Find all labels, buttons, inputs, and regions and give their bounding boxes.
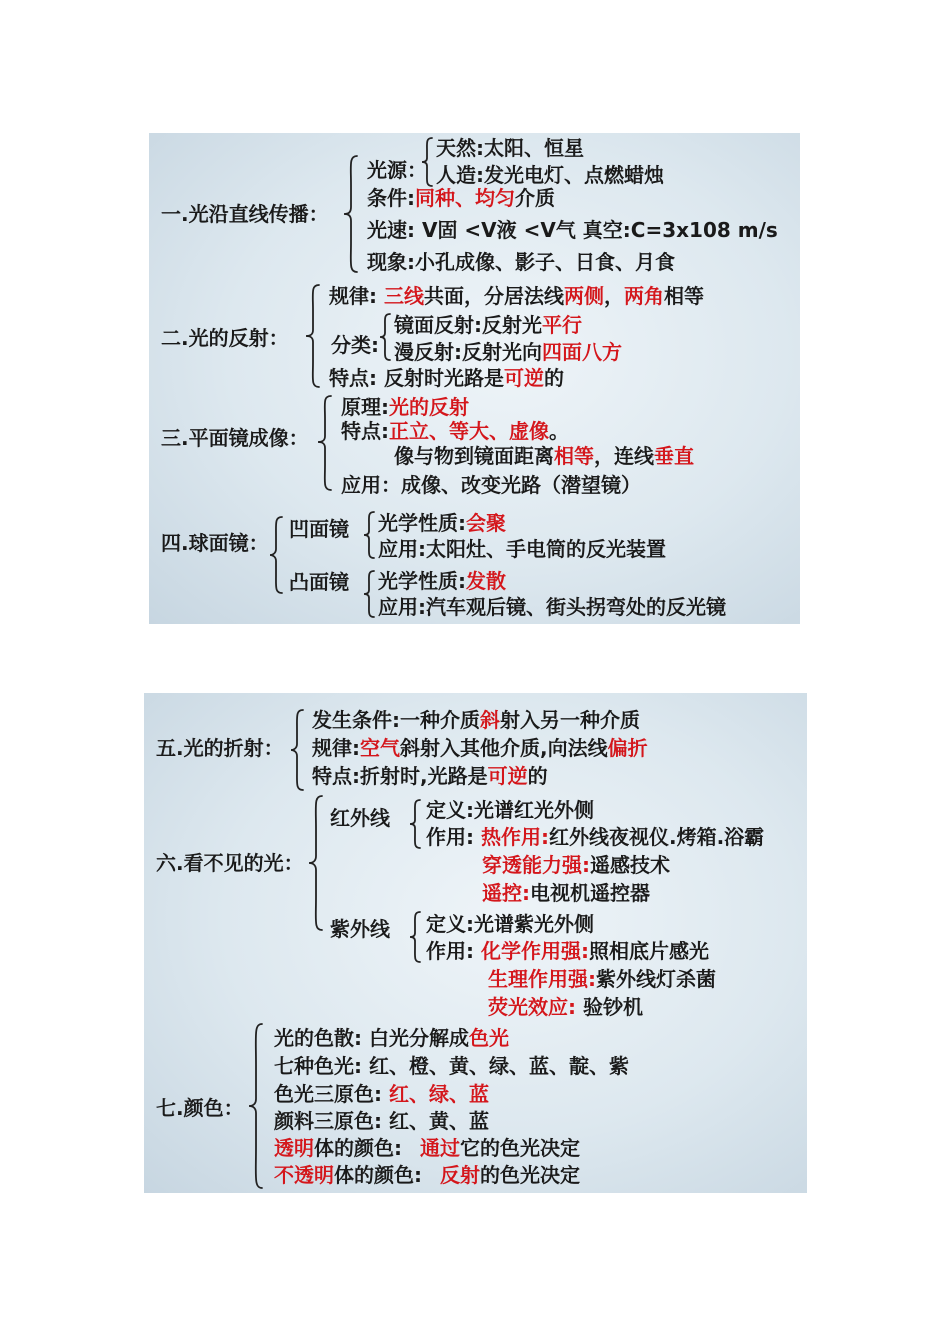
heading-invisible-light: 六.看不见的光： — [156, 851, 304, 875]
source-natural: 天然:太阳、恒星 — [436, 136, 584, 160]
plane-mirror-principle: 原理:光的反射 — [341, 395, 469, 419]
infrared-label: 红外线 — [330, 806, 390, 830]
propagation-phenomena: 现象:小孔成像、影子、日食、月食 — [367, 250, 675, 274]
infrared-definition: 定义:光谱红光外侧 — [426, 798, 594, 822]
light-speed: 光速: V固 <V液 <V气 真空:C=3x108 m/s — [367, 218, 778, 242]
concave-application: 应用:太阳灶、手电筒的反光装置 — [378, 537, 666, 561]
heading-plane-mirror: 三.平面镜成像： — [161, 426, 309, 450]
refraction-feature: 特点:折射时,光路是可逆的 — [312, 764, 548, 788]
ultraviolet-definition: 定义:光谱紫光外侧 — [426, 912, 594, 936]
opaque-object-color: 不透明体的颜色: 反射的色光决定 — [274, 1163, 580, 1187]
propagation-condition: 条件:同种、均匀介质 — [367, 186, 555, 210]
concave-property: 光学性质:会聚 — [378, 511, 506, 535]
brace-6 — [308, 795, 324, 931]
infrared-remote: 遥控:电视机遥控器 — [482, 881, 650, 905]
reflection-feature: 特点: 反射时光路是可逆的 — [329, 366, 564, 390]
heading-light-propagation: 一.光沿直线传播： — [161, 202, 329, 226]
convex-property: 光学性质:发散 — [378, 569, 506, 593]
diffuse-reflection: 漫反射:反射光向四面八方 — [394, 340, 622, 364]
convex-mirror-label: 凸面镜 — [289, 570, 349, 594]
infrared-use: 作用: 热作用:红外线夜视仪.烤箱.浴霸 — [426, 825, 765, 849]
brace-6b — [409, 911, 421, 963]
seven-colors: 七种色光: 红、橙、黄、绿、蓝、靛、紫 — [274, 1054, 629, 1078]
pigment-primary-colors: 颜料三原色: 红、黄、蓝 — [274, 1109, 489, 1133]
heading-refraction: 五.光的折射： — [156, 736, 284, 760]
brace-4 — [269, 516, 283, 594]
specular-reflection: 镜面反射:反射光平行 — [394, 313, 582, 337]
brace-4a — [363, 511, 375, 559]
heading-color: 七.颜色： — [156, 1096, 244, 1120]
reflection-law: 规律: 三线共面，分居法线两侧，两角相等 — [329, 284, 704, 308]
brace-1 — [343, 155, 359, 273]
heading-reflection: 二.光的反射： — [161, 326, 289, 350]
light-primary-colors: 色光三原色: 红、绿、蓝 — [274, 1082, 489, 1106]
brace-2 — [305, 284, 321, 388]
brace-3 — [317, 395, 333, 491]
ultraviolet-physiological: 生理作用强:紫外线灯杀菌 — [488, 967, 716, 991]
ultraviolet-label: 紫外线 — [330, 917, 390, 941]
refraction-condition: 发生条件:一种介质斜射入另一种介质 — [312, 708, 640, 732]
brace-1a — [421, 137, 433, 187]
brace-5 — [290, 709, 304, 791]
plane-mirror-distance: 像与物到镜面距离相等，连线垂直 — [394, 444, 694, 468]
heading-spherical-mirror: 四.球面镜： — [161, 531, 269, 555]
reflection-classification-label: 分类: — [331, 333, 379, 357]
refraction-law: 规律:空气斜射入其他介质,向法线偏折 — [312, 736, 648, 760]
transparent-object-color: 透明体的颜色: 通过它的色光决定 — [274, 1136, 580, 1160]
color-dispersion: 光的色散: 白光分解成色光 — [274, 1026, 509, 1050]
convex-application: 应用:汽车观后镜、街头拐弯处的反光镜 — [378, 595, 726, 619]
label-light-source: 光源： — [367, 158, 427, 182]
brace-2a — [379, 313, 391, 361]
brace-6a — [409, 799, 421, 849]
brace-4b — [363, 570, 375, 618]
knowledge-slide-2 — [144, 693, 807, 1193]
brace-7 — [248, 1023, 264, 1189]
infrared-penetration: 穿透能力强:遥感技术 — [482, 853, 670, 877]
source-artificial: 人造:发光电灯、点燃蜡烛 — [436, 163, 664, 187]
plane-mirror-application: 应用：成像、改变光路（潜望镜） — [341, 473, 641, 497]
knowledge-slide-1 — [149, 133, 800, 624]
concave-mirror-label: 凹面镜 — [289, 517, 349, 541]
plane-mirror-feature: 特点:正立、等大、虚像。 — [341, 419, 569, 443]
ultraviolet-fluorescence: 荧光效应: 验钞机 — [488, 995, 643, 1019]
ultraviolet-use: 作用: 化学作用强:照相底片感光 — [426, 939, 709, 963]
